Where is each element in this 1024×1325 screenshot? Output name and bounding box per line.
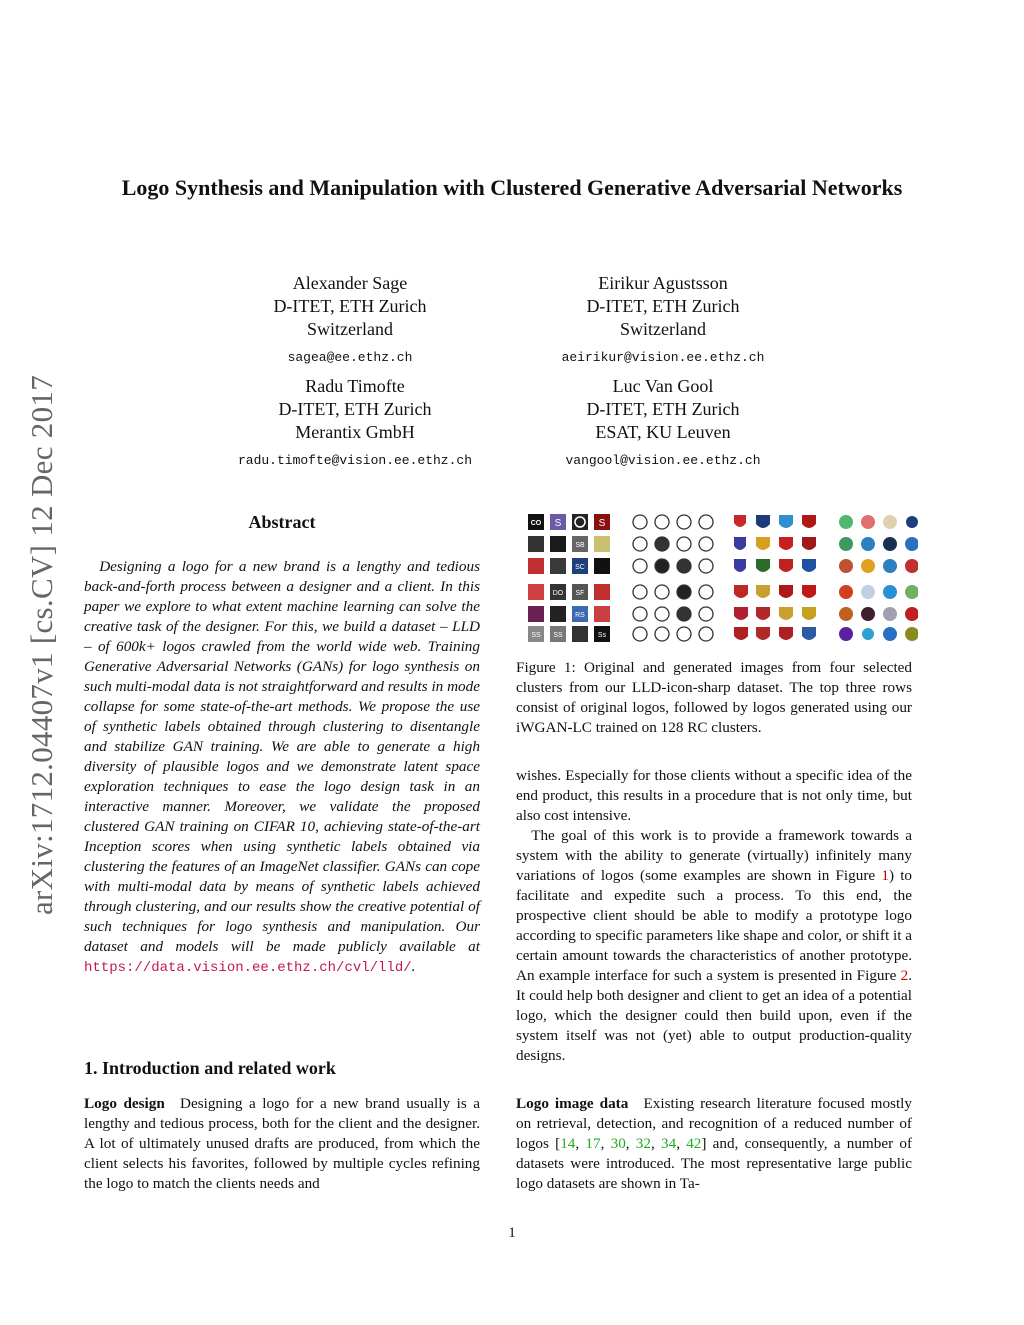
author-block-2	[513, 272, 813, 369]
author-block-4	[513, 375, 813, 472]
author-name: Alexander Sage	[292, 273, 408, 293]
page-number: 1	[508, 1225, 516, 1241]
author-affiliation: D-ITET, ETH Zurich	[273, 296, 427, 316]
author-affiliation: ESAT, KU Leuven	[595, 422, 731, 442]
figure-1-ref-link[interactable]: 1	[881, 867, 889, 884]
figure-1-logo-grid	[526, 512, 918, 642]
citation-link[interactable]: 30	[610, 1135, 626, 1152]
citation-link[interactable]: 17	[585, 1135, 601, 1152]
arxiv-id: arXiv:1712.04407v1 [cs.CV] 12 Dec 2017	[24, 374, 59, 916]
arxiv-sidebar	[22, 350, 62, 940]
intro-paragraph-1: wishes. Especially for those clients without a specific idea of the end product, this results in a procedure that is not only time, but also cost intensive.	[516, 767, 912, 824]
cluster-2-logos	[633, 515, 713, 641]
paragraph-text: ] and, consequently, a number of datasets were introduced. The most representative large public logo datasets are shown in Ta-	[516, 1135, 912, 1192]
author-email: aeirikur@vision.ee.ethz.ch	[561, 350, 765, 365]
cluster-4-logos	[839, 515, 918, 641]
paragraph-text: Existing research literature focused mostly on retrieval, detection, and recognition of a reduced number of logos [	[516, 1095, 912, 1152]
abstract-heading: Abstract	[248, 512, 316, 532]
author-block-1	[200, 272, 500, 369]
citation-link[interactable]: 32	[635, 1135, 651, 1152]
logo-letter: RS	[575, 612, 585, 619]
author-email: radu.timofte@vision.ee.ethz.ch	[237, 453, 473, 468]
logo-grid-image	[526, 512, 918, 642]
paragraph-body: Designing a logo for a new brand usually is a lengthy and tedious process, both for the client and the designer. A lot of ultimately unused drafts are produced, from which the client selects his favorites, followed by multiple cycles refining the logo to match the clients needs and	[84, 1095, 481, 1192]
author-affiliation: Switzerland	[307, 319, 393, 339]
abstract-body: Designing a logo for a new brand is a lengthy and tedious back-and-forth process between a designer and a client. In this paper we explore to what extent machine learning can solve the creative task of the designer. For this, we build a dataset – LLD – of 600k+ logos crawled from the world wide web. Training Generative Adversarial Networks (GANs) for logo synthesis on such multi-modal data is not straightforward and results in mode collapse for some state-of-the-art methods. We propose the use of synthetic labels obtained through clustering to disentangle and stabilize GAN training. We are able to generate a high diversity of plausible logos and we demonstrate latent space exploration techniques to ease the logo design task in an interactive manner. Moreover, we validate the proposed clustered GAN training on CIFAR 10, achieving state-of-the-art Inception scores when using synthetic labels obtained via clustering the features of an ImageNet classifier. GANs can cope with multi-modal data by means of synthetic labels achieved through clustering, and our results show the creative potential of such techniques for logo synthesis and manipulation. Our dataset and models will be made publicly available at	[84, 558, 480, 955]
logo-letter: SF	[575, 590, 585, 597]
paragraph-runin-title: Logo image data	[516, 1095, 629, 1112]
logo-design-paragraph	[84, 1094, 480, 1194]
author-email: sagea@ee.ethz.ch	[287, 350, 413, 365]
author-name: Eirikur Agustsson	[598, 273, 728, 293]
author-name: Radu Timofte	[305, 376, 405, 396]
logo-letter: S	[598, 518, 606, 529]
figure-1-caption: Figure 1: Original and generated images from four selected clusters from our LLD-icon-sharp dataset. The top three rows consist of original logos, followed by logos generated using our iWGAN-LC trained on 128 RC clusters.	[516, 659, 912, 736]
logo-letter: S	[554, 518, 562, 529]
paper-title: Logo Synthesis and Manipulation with Clustered Generative Adversarial Networks	[121, 175, 903, 200]
cluster-1-logos	[528, 514, 610, 642]
author-email: vangool@vision.ee.ethz.ch	[565, 453, 761, 468]
logo-letter: SS	[531, 632, 541, 639]
paragraph-text: . It could help both designer and client to get an idea of a potential logo, which the designer could then build upon, even if the system itself was not (yet) able to output production-quality designs.	[516, 967, 912, 1064]
dataset-url-link[interactable]: https://data.vision.ee.ethz.ch/cvl/lld/	[84, 960, 412, 976]
paragraph-runin-title: Logo design	[84, 1095, 165, 1112]
logo-image-data-paragraph: Logo image data Existing research literature focused mostly on retrieval, detection, and recognition of a reduced number of logos [14, 17, 30, 32, 34, 42] and, consequently, a number of datasets were introduced. The most representative large public logo datasets are shown in Ta-	[516, 1095, 912, 1192]
figure-2-ref-link[interactable]: 2	[900, 967, 909, 984]
citation-link[interactable]: 34	[661, 1135, 677, 1152]
logo-letter: DO	[552, 590, 564, 597]
logo-letter: SC	[575, 564, 585, 571]
paragraph-text: ) to facilitate and expedite such a process. To this end, the prospective client should be able to modify a prototype logo according to specific parameters like shape and color, or shift it a certain amount towards the characteristics of another prototype. An example interface for such a system is presented in Figure	[516, 867, 913, 984]
author-affiliation: D-ITET, ETH Zurich	[586, 399, 740, 419]
author-affiliation: Switzerland	[620, 319, 706, 339]
citation-link[interactable]: 42	[686, 1135, 702, 1152]
author-affiliation: D-ITET, ETH Zurich	[278, 399, 432, 419]
intro-paragraph-2	[516, 826, 912, 1066]
logo-letter: SS	[553, 632, 563, 639]
author-block-3	[200, 375, 510, 472]
author-name: Luc Van Gool	[612, 376, 714, 396]
author-affiliation: D-ITET, ETH Zurich	[586, 296, 740, 316]
paragraph-text: The goal of this work is to provide a framework towards a system with the ability to generate (virtually) infinitely many variations of logos (some examples are shown in Figure	[516, 827, 912, 884]
abstract-end: .	[411, 958, 416, 975]
logo-letter: CO	[530, 520, 542, 527]
abstract-text	[84, 557, 480, 978]
author-affiliation: Merantix GmbH	[295, 422, 415, 442]
logo-letter: Ss	[597, 632, 607, 639]
cluster-3-logos	[734, 515, 816, 640]
citation-link[interactable]: 14	[560, 1135, 576, 1152]
section-heading: 1. Introduction and related work	[84, 1058, 336, 1078]
logo-letter: SB	[575, 542, 585, 549]
